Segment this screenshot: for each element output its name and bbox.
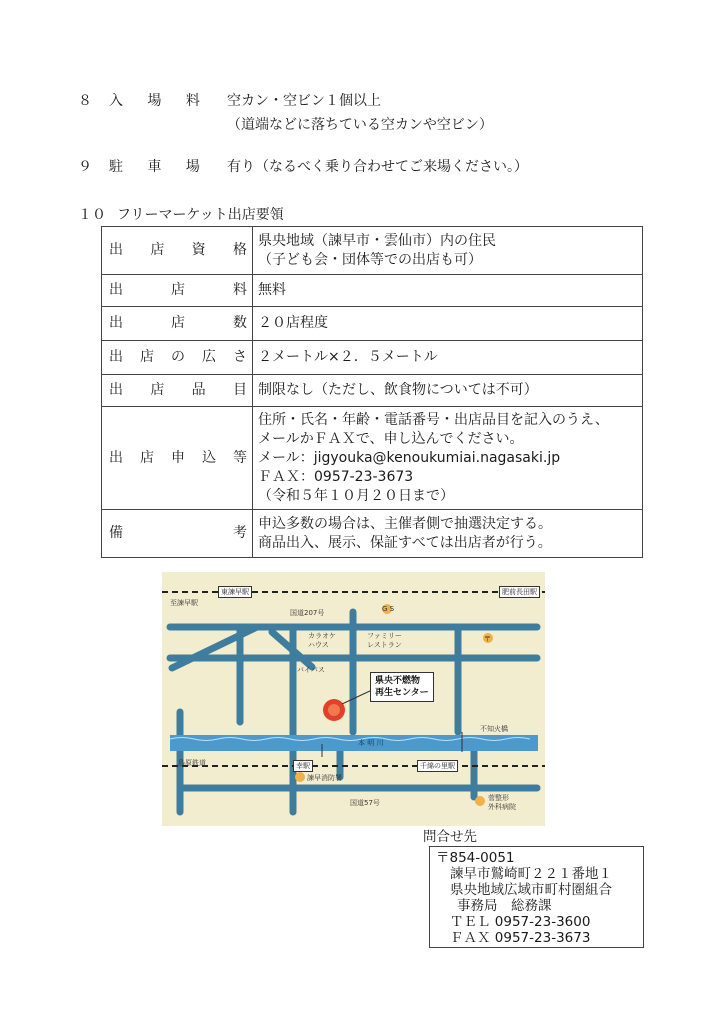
table-row: [102, 375, 643, 407]
destination-marker-inner: [328, 704, 340, 716]
label-shiranui-bridge: 不知火橋: [480, 725, 508, 733]
hospital-marker: [475, 796, 485, 806]
row-label-qualification: 出店資格: [109, 242, 247, 258]
item-8-number: ８: [78, 93, 92, 109]
item-8-line-1: 空カン・空ビン１個以上: [227, 93, 381, 109]
road-diagonal: [172, 627, 257, 668]
row-label-size: 出店の広さ: [109, 349, 247, 365]
contact-box: [429, 846, 644, 948]
table-row: [102, 307, 643, 341]
station-hizen-nagata: 肥前長田駅: [499, 586, 540, 598]
row-value-size: ２メートル×２．５メートル: [253, 341, 643, 375]
item-9-line-1: 有り（なるべく乗り合わせてご来場ください。）: [227, 159, 528, 175]
row-value-qualification: 県央地域（諫早市・雲仙市）内の住民 （子ども会・団体等での出店も可）: [253, 227, 643, 275]
label-river: 本 明 川: [358, 739, 384, 747]
contact-department: 事務局 総務課: [457, 898, 552, 914]
row-value-application: 住所・氏名・年齢・電話番号・出店品目を記入のうえ、 メールかＦＡＸで、申し込んでください。 メール：jigyouka@kenoukumiai.nagasaki.jp ＦＡＸ：0957-23-3673 （令和５年１０月２０日まで）: [253, 407, 643, 510]
row-value-fee: 無料: [253, 275, 643, 307]
label-family-restaurant: ファミリー レストラン: [367, 632, 402, 649]
station-saiwai: 幸駅: [293, 760, 313, 772]
destination-leader-line: [342, 690, 372, 704]
label-isahaya-station: 至諫早駅: [170, 599, 198, 607]
table-row: [102, 407, 643, 510]
row-label-fee: 出店料: [109, 282, 247, 298]
location-map: [162, 572, 545, 826]
label-shimabara-railway: 島原鉄道: [178, 759, 206, 767]
contact-address: 諫早市鷲崎町２２１番地１: [450, 866, 612, 882]
row-value-count: ２０店程度: [253, 307, 643, 341]
fire-station-marker: [295, 772, 305, 782]
row-label-items: 出店品目: [109, 382, 247, 398]
contact-organization: 県央地域広域市町村圏組合: [450, 882, 612, 898]
row-label-application: 出店申込等: [109, 449, 247, 466]
label-route207: 国道207号: [290, 609, 325, 617]
item-8-label: 入 場 料: [109, 93, 210, 109]
contact-heading: 問合せ先: [423, 829, 477, 845]
table-row: [102, 341, 643, 375]
row-value-remarks: 申込多数の場合は、主催者側で抽選決定する。 商品出入、展示、保証すべては出店者が行う。: [253, 510, 643, 558]
label-karaoke: カラオケ ハウス: [308, 632, 336, 649]
label-post: 〒: [484, 635, 491, 643]
station-chiwata: 千綿の里駅: [417, 760, 458, 772]
road-network: [170, 612, 537, 812]
table-row: [102, 510, 643, 558]
label-route57: 国道57号: [350, 799, 380, 807]
section-10-title: フリーマーケット出店要領: [117, 207, 284, 223]
row-label-count: 出店数: [109, 315, 247, 331]
item-9-label: 駐 車 場: [109, 159, 210, 175]
contact-fax: ＦＡＸ 0957-23-3673: [450, 930, 591, 946]
table-row: [102, 275, 643, 307]
landmark-kenou-center: 県央不燃物 再生センター: [370, 672, 434, 702]
station-higashi-isahaya: 東諫早駅: [218, 586, 252, 598]
label-hospital: 菅整形 外科病院: [488, 794, 516, 811]
section-10-number: １０: [78, 207, 106, 223]
label-bypass: バイパス: [297, 666, 325, 674]
row-value-items: 制限なし（ただし、飲食物については不可）: [253, 375, 643, 407]
item-9-number: ９: [78, 159, 92, 175]
label-fire-station: 諫早消防署: [307, 774, 342, 782]
label-gs: G S: [382, 605, 395, 613]
contact-tel: ＴＥＬ 0957-23-3600: [450, 914, 591, 930]
table-row: [102, 227, 643, 275]
map-drawing: [162, 572, 545, 826]
requirements-table: [101, 226, 643, 558]
item-8-line-2: （道端などに落ちている空カンや空ビン）: [227, 117, 493, 133]
contact-postal: 〒854-0051: [436, 850, 515, 866]
row-label-remarks: 備考: [109, 525, 247, 541]
